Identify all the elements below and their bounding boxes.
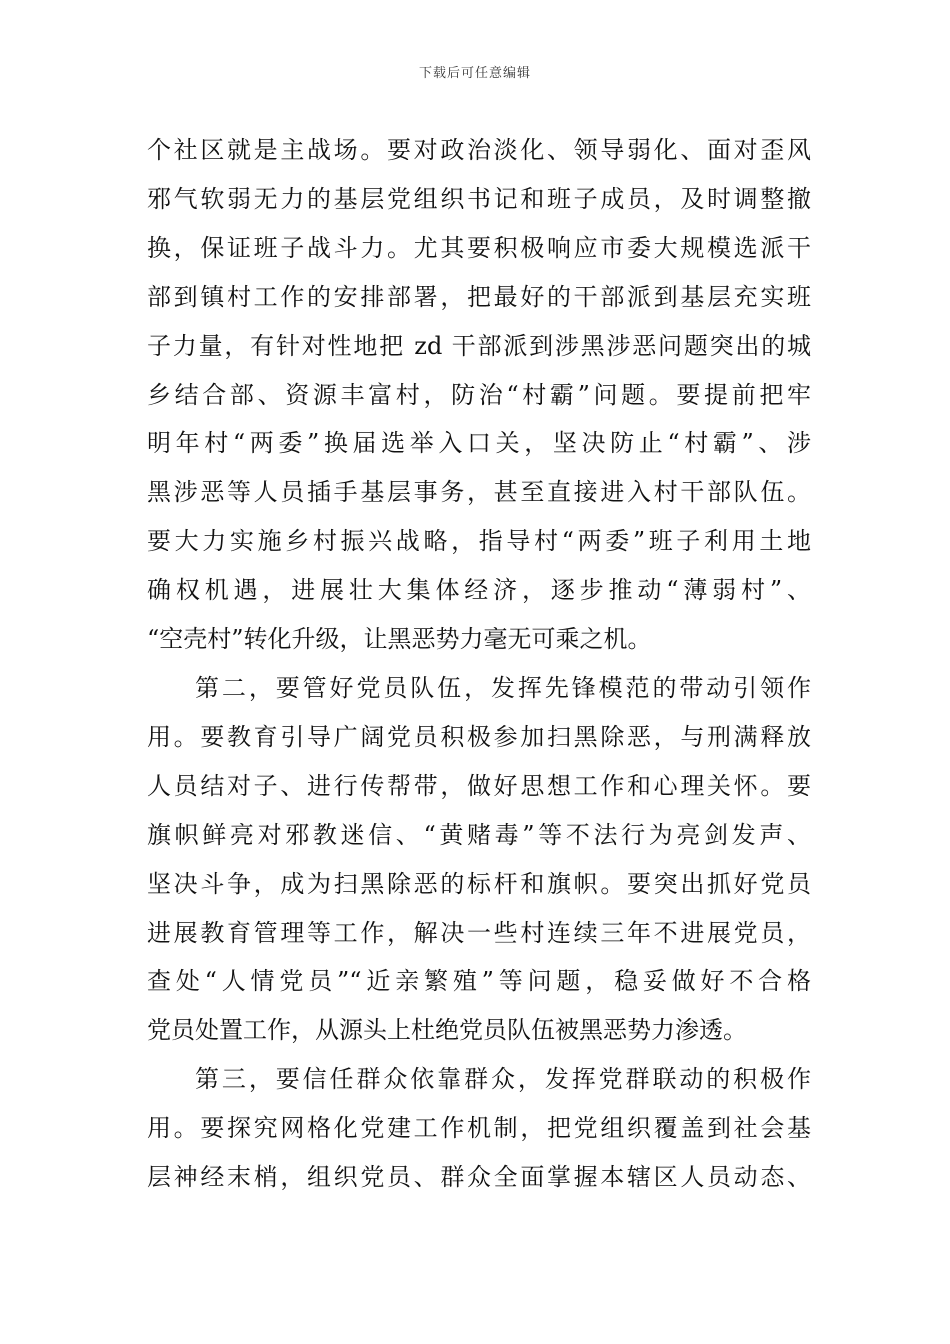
- text-line: 部到镇村工作的安排部署，把最好的干部派到基层充实班: [147, 282, 811, 311]
- text-line: 个社区就是主战场。要对政治淡化、领导弱化、面对歪风: [147, 136, 811, 164]
- text-line: 用。要教育引导广阔党员积极参加扫黑除恶，与刑满释放: [147, 722, 811, 751]
- text-line: 第三，要信任群众依靠群众，发挥党群联动的积极作: [195, 1065, 811, 1094]
- text-line: 进展教育管理等工作，解决一些村连续三年不进展党员，: [147, 918, 811, 947]
- page-header: 下载后可任意编辑: [418, 66, 531, 81]
- paragraph-3: [147, 1055, 811, 1202]
- text-line: 邪气软弱无力的基层党组织书记和班子成员，及时调整撤: [147, 184, 811, 213]
- text-line: 要大力实施乡村振兴战略，指导村“两委”班子利用土地: [147, 527, 811, 556]
- text-line: 层神经末梢，组织党员、群众全面掌握本辖区人员动态、: [147, 1163, 811, 1192]
- text-line: 旗帜鲜亮对邪教迷信、“黄赌毒”等不法行为亮剑发声、: [147, 820, 811, 849]
- text-line: 黑涉恶等人员插手基层事务，甚至直接进入村干部队伍。: [147, 478, 811, 507]
- paragraph-2: [147, 664, 811, 1055]
- text-line: 人员结对子、进行传帮带，做好思想工作和心理关怀。要: [147, 771, 811, 800]
- paragraph-1: [147, 126, 811, 664]
- text-line: 坚决斗争，成为扫黑除恶的标杆和旗帜。要突出抓好党员: [147, 869, 811, 898]
- text-line: 查处“人情党员”“近亲繁殖”等问题，稳妥做好不合格: [147, 967, 811, 996]
- text-line: 党员处置工作，从源头上杜绝党员队伍被黑恶势力渗透。: [147, 1016, 747, 1045]
- document-body: [147, 126, 811, 1202]
- text-line: 用。要探究网格化党建工作机制，把党组织覆盖到社会基: [147, 1114, 811, 1143]
- text-line: 明年村“两委”换届选举入口关，坚决防止“村霸”、涉: [147, 429, 811, 458]
- text-line: 乡结合部、资源丰富村，防治“村霸”问题。要提前把牢: [147, 380, 811, 409]
- text-line: 确权机遇，进展壮大集体经济，逐步推动“薄弱村”、: [147, 576, 811, 605]
- text-line: 第二，要管好党员队伍，发挥先锋模范的带动引领作: [195, 673, 811, 702]
- text-line: “空壳村”转化升级，让黑恶势力毫无可乘之机。: [147, 625, 652, 654]
- text-line: 换，保证班子战斗力。尤其要积极响应市委大规模选派干: [147, 233, 811, 262]
- text-line: 子力量，有针对性地把 zd 干部派到涉黑涉恶问题突出的城: [147, 331, 811, 360]
